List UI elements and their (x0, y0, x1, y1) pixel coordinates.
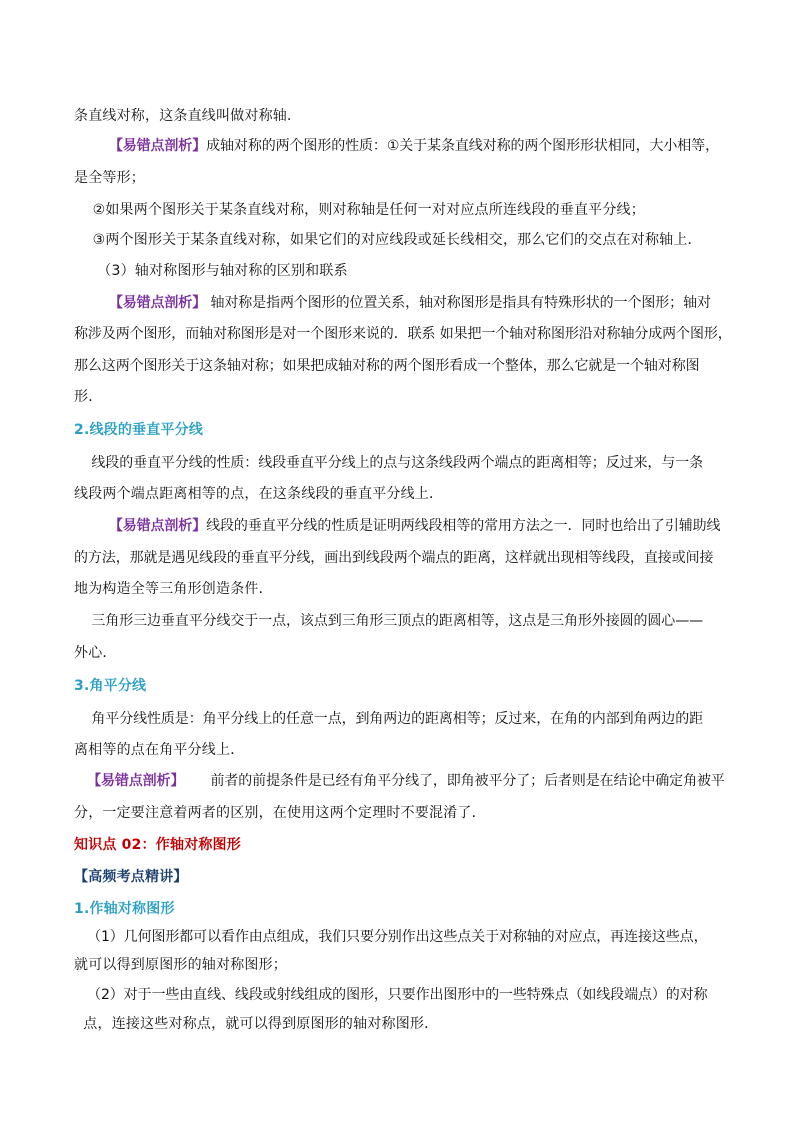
heading-text: 2.线段的垂直平分线 (74, 422, 204, 438)
heading-text: 1.作轴对称图形 (74, 901, 175, 917)
error-analysis-tag: 【易错点剖析】 (108, 518, 207, 534)
line-text: 就可以得到原图形的轴对称图形； (74, 957, 287, 973)
line-text: 前者的前提条件是已经有角平分线了，即角被平分了；后者则是在结论中确定角被平 (184, 773, 725, 789)
line-text: 轴对称是指两个图形的位置关系，轴对称图形是指具有特殊形状的一个图形；轴对 (206, 295, 711, 311)
line-text: 外心． (74, 645, 117, 661)
text-line (74, 194, 724, 226)
text-line (74, 130, 724, 162)
section-heading (74, 414, 724, 446)
text-line (74, 287, 724, 319)
text-line (74, 542, 724, 574)
indent (74, 455, 91, 471)
text-line (74, 478, 724, 510)
indent (74, 613, 91, 629)
indent (74, 295, 109, 311)
text-line (74, 605, 724, 637)
text-line (74, 949, 724, 981)
heading-text: 【高频考点精讲】 (74, 869, 188, 885)
line-text: （1）几何图形都可以看作由点组成，我们只要分别作出这些点关于对称轴的对应点，再连接这些点， (87, 929, 708, 945)
indent (74, 138, 109, 154)
text-line (74, 1008, 724, 1040)
indent (74, 202, 93, 218)
line-text: 那么这两个图形关于这条轴对称；如果把成轴对称的两个图形看成一个整体，那么它就是一个轴对称图 (74, 358, 700, 374)
text-line (74, 100, 724, 132)
section-heading (74, 670, 724, 702)
line-text: 条直线对称，这条直线叫做对称轴． (74, 108, 302, 124)
line-text: 离相等的点在角平分线上． (74, 742, 245, 758)
indent (74, 773, 87, 789)
line-text: 形． (74, 389, 103, 405)
text-line (74, 734, 724, 766)
indent (74, 518, 109, 534)
line-text: 的方法，那就是遇见线段的垂直平分线，画出到线段两个端点的距离，这样就出现相等线段，直接或间接 (74, 550, 714, 566)
line-text: 角平分线性质是：角平分线上的任意一点，到角两边的距离相等；反过来，在角的内部到角两边的距 (91, 711, 704, 727)
text-line (74, 224, 724, 256)
heading-text: 知识点 02：作轴对称图形 (74, 837, 241, 853)
line-text: 三角形三边垂直平分线交于一点，该点到三角形三顶点的距离相等，这点是三角形外接圆的圆心—— (91, 613, 704, 629)
line-text: 成轴对称的两个图形的性质：①关于某条直线对称的两个图形形状相同，大小相等， (206, 138, 719, 154)
knowledge-point-heading (74, 829, 724, 861)
indent (74, 929, 87, 945)
line-text: ③两个图形关于某条直线对称，如果它们的对应线段或延长线相交，那么它们的交点在对称轴上． (92, 232, 702, 248)
line-text: 是全等形； (74, 170, 145, 186)
text-line (74, 318, 732, 350)
error-analysis-tag: 【易错点剖析】 (108, 295, 207, 311)
line-text: 线段的垂直平分线的性质是证明两线段相等的常用方法之一．同时也给出了引辅助线 (206, 518, 721, 534)
indent (74, 987, 87, 1003)
indent (74, 263, 97, 279)
text-line (74, 979, 724, 1011)
line-text: 分，一定要注意着两者的区别，在使用这两个定理时不要混淆了． (74, 805, 486, 821)
line-text: 线段两个端点距离相等的点，在这条线段的垂直平分线上． (74, 486, 444, 502)
text-line (74, 381, 724, 413)
line-text: 线段的垂直平分线的性质：线段垂直平分线上的点与这条线段两个端点的距离相等；反过来，与一条 (91, 455, 704, 471)
text-line (74, 637, 724, 669)
text-line (74, 447, 724, 479)
text-line (74, 797, 724, 829)
line-text: 称涉及两个图形，而轴对称图形是对一个图形来说的．联系 如果把一个轴对称图形沿对称轴分成两个图形， (74, 326, 732, 342)
text-line (74, 162, 724, 194)
heading-text: 3.角平分线 (74, 678, 147, 694)
line-text: （3）轴对称图形与轴对称的区别和联系 (97, 263, 348, 279)
error-analysis-tag: 【易错点剖析】 (87, 773, 185, 789)
line-text: 地为构造全等三角形创造条件． (74, 581, 273, 597)
indent (74, 232, 93, 248)
text-line (74, 573, 724, 605)
text-line (74, 765, 724, 797)
text-line (74, 510, 724, 542)
error-analysis-tag: 【易错点剖析】 (108, 138, 207, 154)
line-text: ②如果两个图形关于某条直线对称，则对称轴是任何一对对应点所连线段的垂直平分线； (92, 202, 645, 218)
high-frequency-heading (74, 861, 724, 893)
text-line (74, 255, 724, 287)
indent (74, 711, 91, 727)
line-text: 点，连接这些对称点，就可以得到原图形的轴对称图形． (74, 1016, 439, 1032)
text-line (74, 703, 724, 735)
line-text: （2）对于一些由直线、线段或射线组成的图形，只要作出图形中的一些特殊点（如线段端点）的对称 (87, 987, 708, 1003)
text-line (74, 350, 724, 382)
